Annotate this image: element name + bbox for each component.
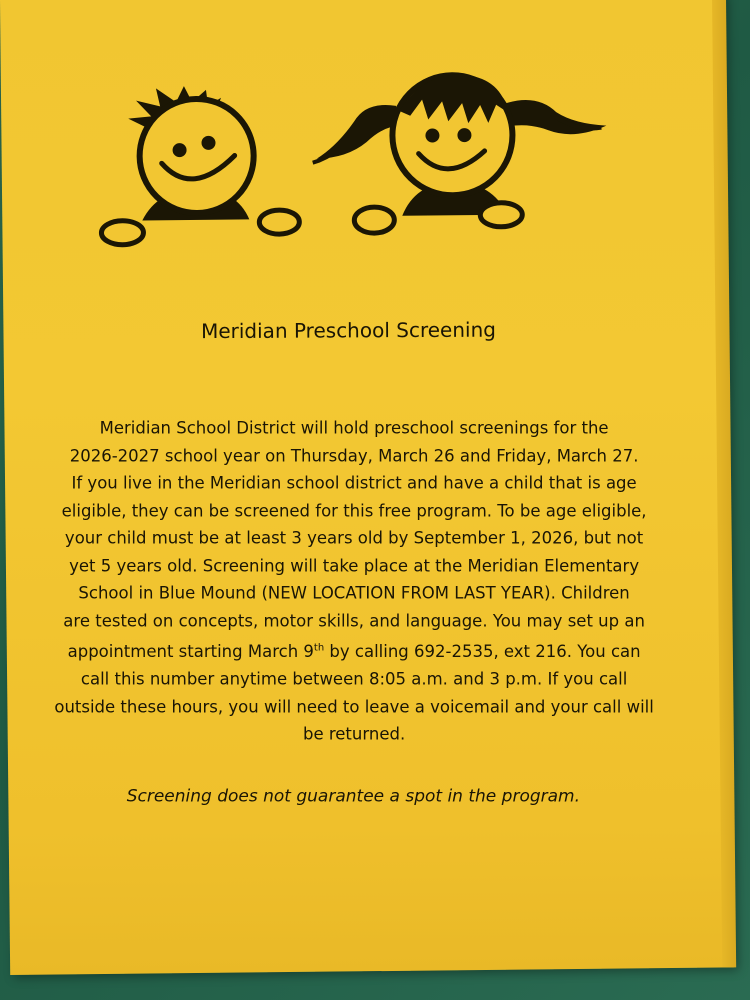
flyer-title: Meridian Preschool Screening (200, 317, 496, 344)
girl-face-icon (312, 73, 608, 234)
body-line: outside these hours, you will need to leave a voicemail and your call will (54, 696, 654, 716)
boy-face-icon (100, 85, 300, 245)
children-clipart (96, 64, 618, 259)
body-line-appointment (48, 634, 660, 665)
appointment-text: appointment starting March 9 (67, 641, 314, 661)
body-line: your child must be at least 3 years old by September 1, 2026, but not (64, 528, 644, 548)
body-line: If you live in the Meridian school district and have a child that is age (71, 473, 637, 493)
body-line: are tested on concepts, motor skills, and language. You may set up an (63, 610, 645, 630)
body-line: call this number anytime between 8:05 a.m. and 3 p.m. If you call (80, 669, 628, 689)
body-line: yet 5 years old. Screening will take place at the Meridian Elementary (69, 555, 640, 575)
flyer-body (48, 414, 660, 748)
body-line: Meridian School District will hold preschool screenings for the (99, 418, 609, 438)
appointment-phone-text: by calling 692-2535, ext 216. You can (324, 641, 641, 661)
body-line: School in Blue Mound (NEW LOCATION FROM LAST YEAR). Children (78, 583, 630, 603)
ordinal-suffix: th (313, 642, 325, 654)
disclaimer-note: Screening does not guarantee a spot in the program. (126, 786, 581, 807)
body-line: be returned. (302, 724, 406, 744)
paper-edge (712, 0, 736, 967)
body-line: eligible, they can be screened for this free program. To be age eligible, (61, 500, 647, 520)
body-line: 2026-2027 school year on Thursday, March 26 and Friday, March 27. (69, 445, 639, 465)
